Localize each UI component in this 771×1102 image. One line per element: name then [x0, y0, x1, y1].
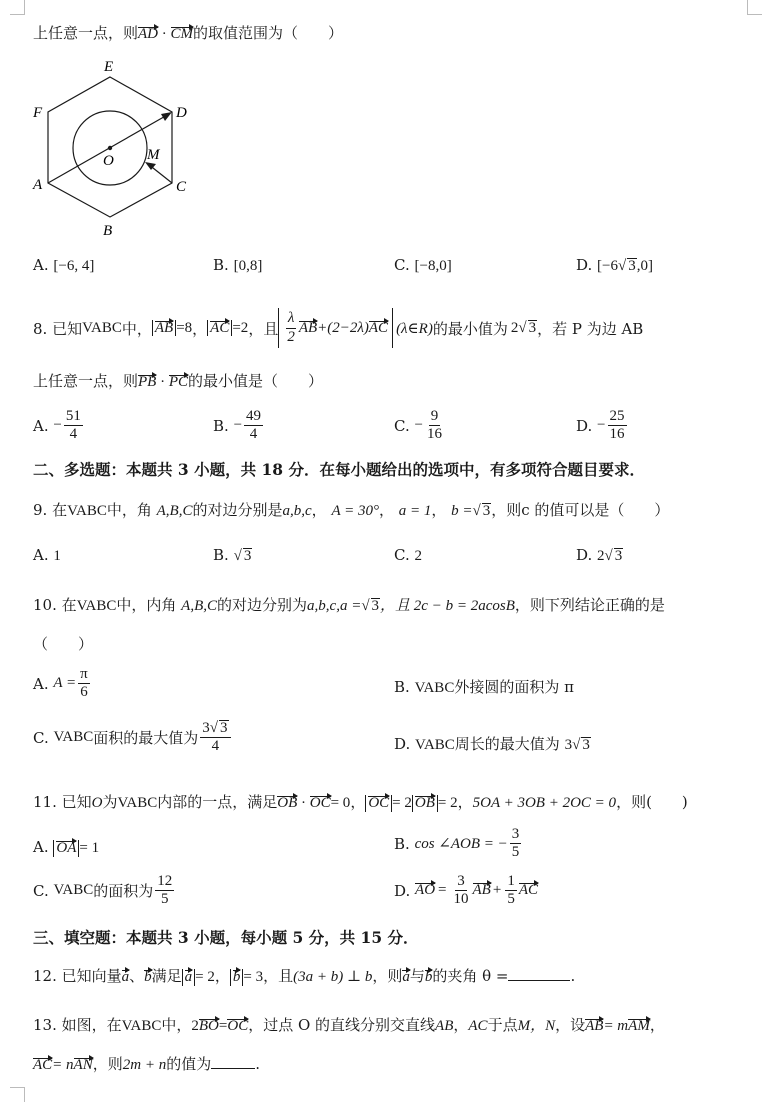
q7-option-c[interactable]: C. [−8,0] [394, 256, 452, 274]
q13-stem-line2: AC= nAN，则2m + n的值为 . [33, 1055, 260, 1073]
q8-option-d[interactable]: D. − $\frac{25}{16}$ [576, 408, 625, 443]
q8-option-c[interactable]: C. − $\frac{9}{16}$ [394, 408, 442, 443]
q12-answer-blank[interactable] [508, 966, 570, 981]
q10-option-a[interactable]: A. A = $\frac{\pi}{6}$ [33, 666, 88, 701]
section-3-heading: 三、填空题：本题共 3 小题，每小题 5 分，共 15 分． [33, 928, 419, 947]
vec-AD: AD [138, 26, 159, 42]
vec-CM: CM [170, 26, 194, 42]
label-B: B [103, 223, 113, 239]
q11-stem: 11. 已知O为VABC内部的一点，满足OB · OC= 0， OC = 2 OB = 2，5OA + 3OB + 2OC = 0，则( ) [33, 793, 688, 811]
q13-answer-blank[interactable] [211, 1054, 255, 1069]
q10-option-d[interactable]: D. VABC周长的最大值为 3√ 3 [394, 735, 590, 753]
q7-option-a[interactable]: A. [−6, 4] [33, 256, 95, 274]
q7-stem: 上任意一点，则AD · CM的取值范围为（ ） [33, 24, 344, 42]
hexagon-figure [28, 55, 208, 240]
label-O: O [103, 153, 114, 169]
q11-option-b[interactable]: B. cos ∠AOB = − $\frac{3}{5}$ [394, 826, 520, 861]
q9-option-a[interactable]: A. 1 [33, 546, 61, 564]
q11-option-d[interactable]: D. AO = $\frac{3}{10}$ AB + $\frac{1}{5}$ AC [394, 873, 538, 908]
q9-option-c[interactable]: C. 2 [394, 546, 422, 564]
q9-stem: 9. 在VABC中，角 A,B,C的对边分别是a,b,c， A = 30°， a = 1， b =√ 3，则c 的值可以是（ ） [33, 501, 670, 519]
corner-mark-bl [10, 1087, 25, 1102]
q12-stem: 12. 已知向量a、b满足 a = 2， b = 3，且(3a + b) ⊥ b，则a与b的夹角 θ = . [33, 967, 576, 985]
q10-option-b[interactable]: B. VABC外接圆的面积为 π [394, 678, 574, 696]
q10-option-c[interactable]: C. VABC 面积的最大值为 $\frac{3√ 3}{4}$ [33, 720, 233, 756]
q7-option-d[interactable]: D. [−6√ 3,0] [576, 256, 653, 274]
q9-option-b[interactable]: B. √ 3 [213, 546, 252, 564]
q8-option-a[interactable]: A. − $\frac{51}{4}$ [33, 408, 81, 443]
q9-option-d[interactable]: D. 2√ 3 [576, 546, 623, 564]
label-A: A [33, 177, 43, 193]
label-C: C [176, 179, 187, 195]
q13-stem-line1: 13. 如图，在VABC中，2BO=OC，过点 O 的直线分别交直线AB，AC于点M，N，设AB= mAM， [33, 1016, 665, 1034]
q11-option-c[interactable]: C. VABC 的面积为 $\frac{12}{5}$ [33, 873, 173, 908]
q7-option-b[interactable]: B. [0,8] [213, 256, 263, 274]
q11-option-a[interactable]: A. OA = 1 [33, 838, 100, 856]
label-D: D [176, 105, 187, 121]
q10-stem: 10. 在VABC中，内角 A,B,C的对边分别为a,b,c,a =√ 3，且 2c − b = 2acosB，则下列结论正确的是 [33, 596, 665, 614]
label-M: M [147, 147, 160, 163]
q8-stem-line1: 8. 已知 VABC 中， AB =8 ， AC =2 ，且 $\frac{\lambda}{2}$ AB +(2−2λ) AC (λ∈R) 的最小值为 2 √ 3 ，若 P 为边 AB [33, 308, 643, 348]
corner-mark-tr [747, 0, 762, 15]
label-E: E [104, 59, 114, 75]
q10-paren: （ ） [33, 635, 94, 653]
q8-option-b[interactable]: B. − $\frac{49}{4}$ [213, 408, 262, 443]
q8-stem-line2: 上任意一点，则PB · PC的最小值是（ ） [33, 372, 324, 390]
corner-mark-tl [10, 0, 25, 15]
label-F: F [33, 105, 43, 121]
section-2-heading: 二、多选题：本题共 3 小题，共 18 分．在每小题给出的选项中，有多项符合题目要求． [33, 460, 645, 479]
